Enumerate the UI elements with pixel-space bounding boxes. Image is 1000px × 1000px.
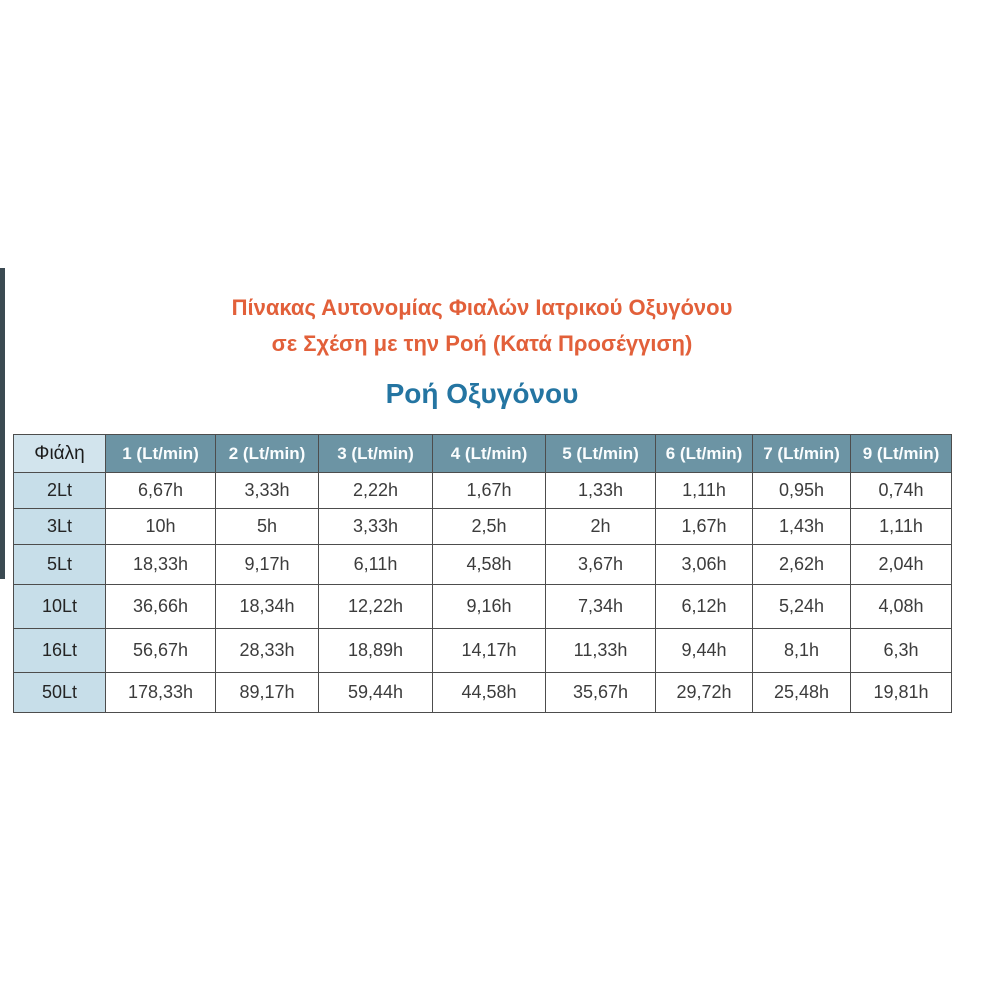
autonomy-hours-cell: 11,33h	[546, 629, 656, 673]
autonomy-hours-cell: 9,44h	[656, 629, 753, 673]
autonomy-hours-cell: 2,5h	[433, 509, 546, 545]
autonomy-hours-cell: 1,67h	[656, 509, 753, 545]
autonomy-hours-cell: 2,22h	[319, 473, 433, 509]
autonomy-hours-cell: 3,33h	[216, 473, 319, 509]
autonomy-hours-cell: 89,17h	[216, 673, 319, 713]
column-header-flow-3: 3 (Lt/min)	[319, 435, 433, 473]
column-header-flow-7: 7 (Lt/min)	[753, 435, 851, 473]
autonomy-hours-cell: 12,22h	[319, 585, 433, 629]
autonomy-hours-cell: 9,16h	[433, 585, 546, 629]
autonomy-hours-cell: 59,44h	[319, 673, 433, 713]
column-header-flow-9: 9 (Lt/min)	[851, 435, 952, 473]
table-row-50lt	[14, 673, 952, 713]
autonomy-hours-cell: 2,62h	[753, 545, 851, 585]
autonomy-hours-cell: 5h	[216, 509, 319, 545]
autonomy-hours-cell: 9,17h	[216, 545, 319, 585]
row-header-cylinder: 50Lt	[14, 673, 106, 713]
autonomy-hours-cell: 8,1h	[753, 629, 851, 673]
left-edge-accent-bar	[0, 268, 5, 579]
autonomy-hours-cell: 0,74h	[851, 473, 952, 509]
autonomy-hours-cell: 4,08h	[851, 585, 952, 629]
autonomy-hours-cell: 4,58h	[433, 545, 546, 585]
autonomy-hours-cell: 1,43h	[753, 509, 851, 545]
autonomy-hours-cell: 0,95h	[753, 473, 851, 509]
autonomy-hours-cell: 18,33h	[106, 545, 216, 585]
autonomy-hours-cell: 6,3h	[851, 629, 952, 673]
row-header-cylinder: 5Lt	[14, 545, 106, 585]
page-title-line1: Πίνακας Αυτονομίας Φιαλών Ιατρικού Οξυγόνου	[231, 295, 733, 320]
page-title-line2: σε Σχέση με την Ροή (Κατά Προσέγγιση)	[271, 331, 693, 356]
autonomy-hours-cell: 44,58h	[433, 673, 546, 713]
row-header-cylinder: 16Lt	[14, 629, 106, 673]
autonomy-hours-cell: 1,67h	[433, 473, 546, 509]
autonomy-hours-cell: 6,12h	[656, 585, 753, 629]
table-row-2lt	[14, 473, 952, 509]
autonomy-hours-cell: 25,48h	[753, 673, 851, 713]
autonomy-hours-cell: 6,67h	[106, 473, 216, 509]
autonomy-hours-cell: 18,89h	[319, 629, 433, 673]
autonomy-hours-cell: 28,33h	[216, 629, 319, 673]
autonomy-hours-cell: 18,34h	[216, 585, 319, 629]
autonomy-hours-cell: 2,04h	[851, 545, 952, 585]
autonomy-hours-cell: 2h	[546, 509, 656, 545]
autonomy-hours-cell: 178,33h	[106, 673, 216, 713]
column-header-flow-2: 2 (Lt/min)	[216, 435, 319, 473]
column-header-cylinder: Φιάλη	[14, 435, 106, 473]
column-header-flow-4: 4 (Lt/min)	[433, 435, 546, 473]
autonomy-hours-cell: 7,34h	[546, 585, 656, 629]
autonomy-hours-cell: 29,72h	[656, 673, 753, 713]
row-header-cylinder: 3Lt	[14, 509, 106, 545]
table-row-5lt	[14, 545, 952, 585]
table-row-16lt	[14, 629, 952, 673]
autonomy-hours-cell: 19,81h	[851, 673, 952, 713]
autonomy-hours-cell: 14,17h	[433, 629, 546, 673]
autonomy-hours-cell: 1,11h	[656, 473, 753, 509]
autonomy-hours-cell: 3,06h	[656, 545, 753, 585]
oxygen-cylinder-autonomy-table	[13, 434, 952, 713]
autonomy-hours-cell: 3,67h	[546, 545, 656, 585]
column-header-flow-5: 5 (Lt/min)	[546, 435, 656, 473]
table-row-10lt	[14, 585, 952, 629]
autonomy-hours-cell: 6,11h	[319, 545, 433, 585]
column-header-flow-6: 6 (Lt/min)	[656, 435, 753, 473]
table-header-row	[14, 435, 952, 473]
autonomy-hours-cell: 36,66h	[106, 585, 216, 629]
table-row-3lt	[14, 509, 952, 545]
autonomy-hours-cell: 35,67h	[546, 673, 656, 713]
autonomy-hours-cell: 3,33h	[319, 509, 433, 545]
page-title	[13, 290, 951, 362]
autonomy-hours-cell: 1,11h	[851, 509, 952, 545]
row-header-cylinder: 10Lt	[14, 585, 106, 629]
autonomy-hours-cell: 56,67h	[106, 629, 216, 673]
autonomy-hours-cell: 10h	[106, 509, 216, 545]
row-header-cylinder: 2Lt	[14, 473, 106, 509]
table-subtitle-oxygen-flow: Ροή Οξυγόνου	[385, 378, 579, 409]
autonomy-hours-cell: 5,24h	[753, 585, 851, 629]
autonomy-hours-cell: 1,33h	[546, 473, 656, 509]
column-header-flow-1: 1 (Lt/min)	[106, 435, 216, 473]
